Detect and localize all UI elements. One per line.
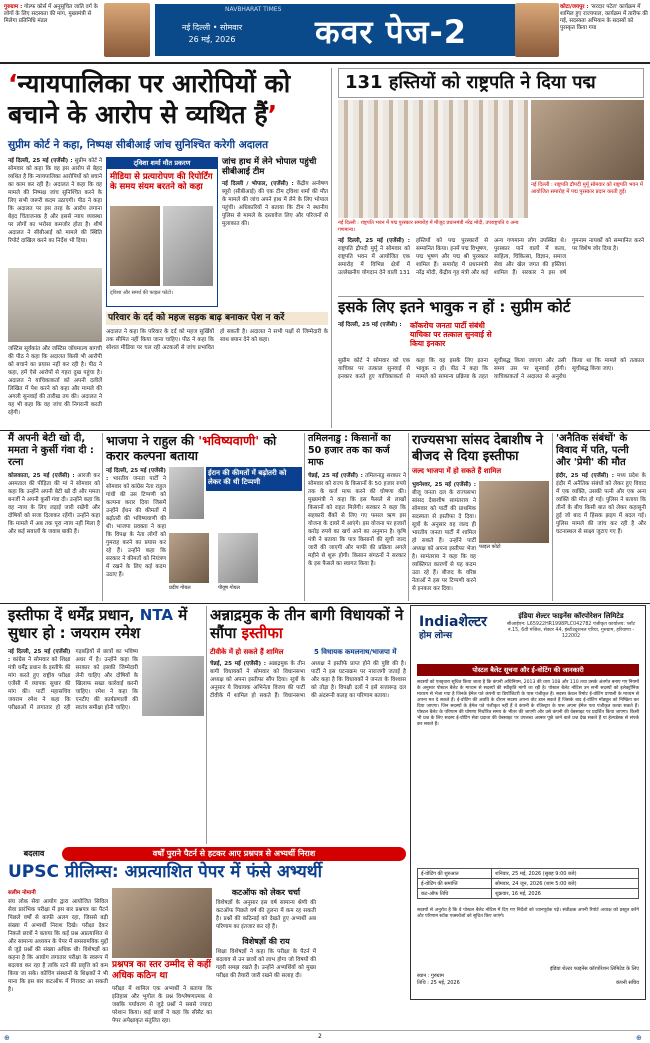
pradhan-headline — [8, 606, 204, 642]
tamil-story — [308, 433, 406, 601]
lead-body-col1 — [8, 157, 102, 267]
rahul-headline-part2: को करार कल्पना बताया — [106, 433, 277, 463]
anaitik-story — [556, 433, 646, 601]
bhavuk-dateline: नई दिल्ली, 25 मई (एजेंसी) : — [338, 322, 402, 328]
pradeep-photo — [169, 533, 209, 583]
upsc-col1 — [8, 888, 108, 1028]
lead-body: सुप्रीम कोर्ट ने सोमवार को कहा कि वह इस आरोप से बेहद व्यथित है कि न्यायपालिका आरोपियों को बचाने का काम कर रही है। अदालत ने कहा कि वह मामले की निष्पक्ष जांच सुनिश्चित करने के लिए सभी जरूरी कदम उठाएगी। पीठ ने कहा कि अदालत पर इस तरह के आरोप लगाना बेहद चिंताजनक है और इससे न्याय व्यवस्था पर लोगों का भरोसा कमजोर होता है। शीर्ष अदालत ने सीबीआई को मामले की स्थिति रिपोर्ट दाखिल करने का निर्देश भी दिया। — [8, 158, 102, 244]
ad-signatory: कंपनी सचिव — [616, 980, 639, 986]
header-left-brief — [4, 4, 102, 56]
registration-mark-icon: ⊕ — [636, 1034, 642, 1042]
bhavuk-subhead: कॉकरोच जनता पार्टी संबंधी याचिका पर तत्काल सुनवाई से किया इनकार — [410, 321, 492, 348]
piyush-photo — [218, 533, 258, 583]
newspaper-name: NAVBHARAT TIMES — [225, 6, 282, 13]
debashish-photo — [479, 481, 549, 543]
side-box-headline: मीडिया से प्रत्यारोपण की रिपोर्टिंग के समय संयम बरतने को कहा — [110, 172, 213, 192]
upsc-box-head: कटऑफ को लेकर चर्चा — [231, 888, 301, 897]
rahul-headline-part1: भाजपा ने राहुल की — [106, 433, 194, 448]
anna-headline-part1: अन्नाद्रमुक के तीन बागी विधायकों ने सौंपा — [210, 606, 404, 642]
ad-logo-sub: होम लोन्स — [419, 631, 453, 641]
pradhan-headline-part1: इस्तीफा दें धर्मेंद्र प्रधान, — [8, 606, 135, 624]
debashish-caption: फाइल फोटो — [479, 544, 501, 550]
pradhan-headline-part3: में सुधार हो : जयराम रमेश — [8, 606, 188, 642]
ad-sign-company: इंडिया शेल्टर फाइनेंस कॉरपोरेशन लिमिटेड के लिए — [549, 966, 639, 972]
rahul-subhead: ईरान की कीमतों में बढ़ोतरी को लेकर की थी टिप्पणी — [206, 467, 302, 491]
bhavuk-headline: इसके लिए इतने भावुक न हों : सुप्रीम कोर्ट — [338, 298, 571, 316]
debashish-story — [412, 433, 550, 601]
table-row: ई-वोटिंग की समाप्ति सोमवार, 24 जून, 2026 (शाम 5:00 बजे) — [418, 879, 639, 889]
header-right-brief-label: कोटा/जयपुर : — [560, 4, 589, 10]
cbi-dateline: नई दिल्ली / भोपाल, (एजेंसी) : — [222, 181, 294, 187]
anaitik-dateline: इंदौर, 25 मई (एजेंसी) : — [556, 473, 614, 479]
upsc-byline: सलीम नोमानी — [8, 890, 36, 896]
padma-photo-ceremony — [338, 100, 528, 218]
ad-address: सीआईएन: L65922HR1998PLC042782 पंजीकृत कार्यालय: प्लॉट नं.15, 6वीं मंजिल, सेक्टर 44, इंस्टीट्यूशनल एरिया, गुरुग्राम, हरियाणा - 122002 — [506, 622, 636, 639]
ad-notice-head: पोस्टल बैलेट सूचना और ई-वोटिंग की जानकारी — [417, 664, 639, 676]
anna-headline — [210, 606, 406, 642]
anaitik-body: मध्य प्रदेश के इंदौर में अनैतिक संबंधों को लेकर हुए विवाद में एक व्यक्ति, उसकी पत्नी और एक अन्य व्यक्ति की मौत हो गई। पुलिस ने बताया कि तीनों के बीच किसी बात को लेकर कहासुनी हुई जो बाद में हिंसक झड़प में बदल गई। पुलिस मामले की जांच कर रही है और घटनास्थल से साक्ष्य जुटाए गए हैं। — [556, 473, 646, 535]
page-number: 2 — [318, 1033, 322, 1040]
upsc-photo — [112, 888, 212, 958]
table-row: कट-ऑफ तिथि शुक्रवार, 16 मई, 2026 — [418, 889, 639, 899]
parivar-headline: परिवार के दर्द को महज सड़क बाढ़ बनाकर पेश न करें — [106, 312, 328, 325]
anna-dateline: चेन्नई, 25 मई (एजेंसी) : — [210, 661, 266, 667]
upsc-body-2: परीक्षा में शामिल एक अभ्यर्थी ने बताया कि इतिहास और भूगोल के प्रश्न विश्लेषणात्मक थे जबकि पर्यावरण से जुड़े प्रश्नों ने सबसे ज्यादा परेशान किया। कई छात्रों ने कहा कि सीसैट का पेपर अपेक्षाकृत संतुलित रहा। — [112, 986, 212, 1024]
page-title: कवर पेज-2 — [315, 13, 468, 51]
mamta-story — [8, 433, 100, 601]
ad-notice: सदस्यों को एतद्द्वारा सूचित किया जाता है कि कंपनी अधिनियम, 2013 की धारा 108 और 110 तथा उसके अंतर्गत बनाए गए नियमों के अनुसार पोस्टल बैलेट के माध्यम से सदस्यों की स्वीकृति मांगी जा रही है। पोस्टल बैलेट नोटिस उन सभी सदस्यों को इलेक्ट्रॉनिक माध्यम से भेजा गया है जिनके ईमेल पते कंपनी या डिपॉजिटरी के पास पंजीकृत हैं। सदस्य केवल रिमोट ई-वोटिंग प्रणाली के माध्यम से अपना मत दे सकते हैं। ई-वोटिंग की अवधि के दौरान सदस्य अपना वोट डाल सकते हैं जिसके बाद ई-वोटिंग मॉड्यूल को निष्क्रिय कर दिया जाएगा। जिन सदस्यों के ईमेल पते पंजीकृत नहीं हैं वे कंपनी के रजिस्ट्रार के पास अपना ईमेल पता पंजीकृत करवा सकते हैं। पोस्टल बैलेट के परिणाम की घोषणा निर्धारित समय के भीतर की जाएगी और उसे कंपनी की वेबसाइट पर प्रदर्शित किया जाएगा। किसी भी प्रश्न के लिए सदस्य ई-वोटिंग सेवा प्रदाता की वेबसाइट पर उपलब्ध अक्सर पूछे जाने वाले प्रश्न देख सकते हैं या हेल्पडेस्क से संपर्क कर सकते हैं। — [417, 680, 639, 727]
padma-headline: 131 हस्तियों को राष्ट्रपति ने दिया पद्म — [345, 72, 596, 93]
ad-notice-2: सदस्यों से अनुरोध है कि वे पोस्टल बैलेट नोटिस में दिए गए निर्देशों को ध्यानपूर्वक पढ़ें। संवीक्षक अपनी रिपोर्ट अध्यक्ष को प्रस्तुत करेंगे और परिणाम स्टॉक एक्सचेंजों को सूचित किए जाएंगे। — [417, 908, 639, 919]
debashish-body: बीजू जनता दल के राज्यसभा सांसद देबाशीष सामंतराय ने सोमवार को पार्टी की प्राथमिक सदस्यता से इस्तीफा दे दिया। सूत्रों के अनुसार वह जल्द ही भारतीय जनता पार्टी में शामिल हो सकते हैं। उन्होंने पार्टी अध्यक्ष को अपना इस्तीफा भेजा है। सामंतराय ने कहा कि वह व्यक्तिगत कारणों से यह कदम उठा रहे हैं। बीजद के वरिष्ठ नेताओं ने इस पर टिप्पणी करने से इनकार कर दिया। — [412, 490, 476, 592]
ad-company: इंडिया शेल्टर फाइनेंस कॉरपोरेशन लिमिटेड — [518, 612, 624, 620]
lead-quote-open-icon: ‘ — [8, 69, 18, 98]
ad-footer — [417, 966, 639, 987]
cbi-story — [222, 157, 328, 312]
tamil-body: तमिलनाडु सरकार ने सोमवार को राज्य के किसानों के 50 हजार रुपये तक के कर्ज माफ करने की घोषणा की। मुख्यमंत्री ने कहा कि इस फैसले से लाखों किसानों को राहत मिलेगी। सरकार ने कहा कि सहकारी बैंकों से लिए गए फसल ऋण इस योजना के दायरे में आएंगे। इस योजना पर हजारों करोड़ रुपये का खर्च आने का अनुमान है। कृषि मंत्री ने बताया कि पात्र किसानों की सूची जल्द जारी की जाएगी और माफी की प्रक्रिया अगले महीने से शुरू होगी। किसान संगठनों ने सरकार के इस फैसले का स्वागत किया है। — [308, 473, 406, 567]
table-row: ई-वोटिंग की शुरुआत शनिवार, 25 मई, 2026 (सुबह 9:00 बजे) — [418, 869, 639, 879]
bhavuk-story — [338, 321, 644, 426]
registration-mark-icon: ⊕ — [4, 1034, 10, 1042]
rahul-story — [106, 433, 302, 601]
lead-quote-close-icon: ’ — [267, 100, 278, 129]
tamil-headline: तमिलनाडु : किसानों का 50 हजार तक का कर्ज माफ — [308, 433, 391, 468]
pradhan-headline-part2: NTA — [139, 606, 174, 624]
upsc-col4 — [320, 888, 406, 1028]
header-right-brief-text: 'सरदार पटेल' कार्यक्रम में शामिल हुए राज्यपाल, कार्यक्रम में तारीफ की गई, सदस्यता अभियान के सदस्यों को पुरस्कृत किया गया — [560, 4, 648, 31]
side-box-photo-right — [163, 206, 213, 286]
header-right-brief — [560, 4, 648, 56]
padma-photo-award — [531, 100, 644, 180]
pradhan-story — [8, 606, 204, 844]
anna-body: अन्नाद्रमुक के तीन बागी विधायकों ने सोमवार को विधानसभा अध्यक्ष को अपना इस्तीफा सौंप दिया। सूत्रों के अनुसार ये विधायक अभिनेता विजय की पार्टी टीवीके में शामिल हो सकते हैं। विधानसभा अध्यक्ष ने इस्तीफे प्राप्त होने की पुष्टि की है। पार्टी ने इस घटनाक्रम पर नाराजगी जताई है और कहा है कि विधायकों ने जनता के विश्वास को तोड़ा है। विपक्षी दलों ने इसे सत्तारूढ़ दल की अंदरूनी कलह का परिणाम बताया। — [210, 661, 406, 699]
cbi-body: केंद्रीय अन्वेषण ब्यूरो (सीबीआई) की एक टीम ट्विशा शर्मा की मौत के मामले की जांच अपने हाथ में लेने के लिए भोपाल पहुंची। अधिकारियों ने बताया कि टीम ने स्थानीय पुलिस से मामले के दस्तावेज लिए और परिजनों से मुलाकात की। — [222, 181, 328, 227]
banner-tag: बदलाव — [23, 849, 45, 858]
padma-caption-2: नई दिल्ली : राष्ट्रपति भवन में पद्म पुरस्कार समारोह में मौजूद प्रधानमंत्री नरेंद्र मोदी, उपराष्ट्रपति व अन्य गणमान्य। — [338, 220, 519, 233]
jairam-photo — [142, 656, 204, 716]
upsc-expert-body: शिक्षा विशेषज्ञों ने कहा कि परीक्षा के पैटर्न में बदलाव से उन छात्रों को लाभ होगा जो विषयों की गहरी समझ रखते हैं। उन्होंने अभ्यर्थियों को मुख्य परीक्षा की तैयारी जारी रखने की सलाह दी। — [216, 949, 316, 980]
lead-dateline: नई दिल्ली, 25 मई (एजेंसी) : — [8, 158, 73, 164]
debashish-dateline: भुवनेश्वर, 25 मई (एजेंसी) : — [412, 482, 476, 488]
parivar-body: अदालत ने कहा कि परिवार के दर्द को महज सुर्खियों तक सीमित नहीं किया जाना चाहिए। पीठ ने कहा कि सोशल मीडिया पर चल रही अटकलों से जांच प्रभावित हो सकती है। अदालत ने सभी पक्षों से जिम्मेदारी के साथ बयान देने को कहा। — [106, 329, 328, 351]
upsc-cutoff-box — [216, 888, 316, 1028]
divider — [331, 68, 332, 428]
bhavuk-body: सुप्रीम कोर्ट ने सोमवार को एक याचिका पर तत्काल सुनवाई से इनकार करते हुए याचिकाकर्ता से कहा कि वह इसके लिए इतना भावुक न हो। पीठ ने कहा कि मामले को सामान्य प्रक्रिया के तहत सूचीबद्ध किया जाएगा और उसी समय उस पर सुनवाई होगी। याचिकाकर्ता ने अदालत से अनुरोध किया था कि मामले को तत्काल सूचीबद्ध किया जाए। — [338, 358, 644, 380]
mamta-headline: मैं अपनी बेटी खो दी, ममता ने कुर्सी गंवा दी : रत्ना — [8, 433, 94, 468]
upsc-headline: UPSC प्रीलिम्स: अप्रत्याशित पेपर में फंसे अभ्यर्थी — [8, 862, 323, 882]
cbi-headline: जांच हाथ में लेने भोपाल पहुंची सीबीआई टीम — [222, 157, 317, 177]
anna-subhead-right: 5 विधायक कमलनाथ/भाजपा में — [314, 648, 397, 656]
issue-date-line2: 26 मई, 2026 — [188, 35, 236, 44]
page-title-band — [155, 4, 515, 56]
page-footer — [0, 1030, 650, 1043]
side-box — [106, 157, 218, 307]
lead-headline — [8, 68, 330, 134]
header-left-brief-text: गोल्फ कोर्स में अनुसूचित जाति वर्ग के लोगों के लिए सदस्यता की मांग, मुख्यमंत्री से मिलेगा प्रतिनिधि मंडल — [4, 4, 98, 24]
rahul-body-col2 — [262, 495, 302, 595]
rahul-body: भारतीय जनता पार्टी ने सोमवार को कांग्रेस नेता राहुल गांधी की उस टिप्पणी को कल्पना करार दिया जिसमें उन्होंने ईंधन की कीमतों में बढ़ोतरी की भविष्यवाणी की थी। भाजपा प्रवक्ता ने कहा कि विपक्ष के नेता लोगों को गुमराह करने का प्रयास कर रहे हैं। उन्होंने कहा कि सरकार ने कीमतों को नियंत्रण में रखने के लिए कई कदम उठाए हैं। — [106, 476, 166, 578]
ad-date: तिथि : 25 मई, 2026 — [417, 980, 460, 986]
advertisement — [410, 605, 646, 1000]
header-photo-right — [515, 3, 559, 57]
anna-subhead-left: टीवीके में हो सकते हैं शामिल — [210, 648, 284, 656]
padma-dateline: नई दिल्ली, 25 मई (एजेंसी) : — [338, 238, 410, 244]
side-box-label: ट्विशा शर्मा मौत प्रकरण — [107, 158, 217, 169]
mamta-body: आरजी कर अस्पताल की पीड़िता की मां ने सोमवार को कहा कि उन्होंने अपनी बेटी खो दी और ममता बनर्जी ने अपनी कुर्सी गंवा दी। उन्होंने कहा कि वह न्याय के लिए लड़ाई जारी रखेंगी और दोषियों को सजा दिलाकर रहेंगी। उन्होंने कहा कि मामले में अब तक पूरा न्याय नहीं मिला है और कई सवालों के जवाब बाकी हैं। — [8, 473, 100, 535]
padma-caption-1: नई दिल्ली : राष्ट्रपति द्रौपदी मुर्मू सोमवार को राष्ट्रपति भवन में आयोजित समारोह में पद्म पुरस्कार प्रदान करती हुईं। — [531, 182, 643, 195]
supreme-court-photo — [8, 268, 102, 342]
ad-logo: Indiaशेल्टर — [419, 614, 487, 630]
ad-place: स्थान : गुरुग्राम — [417, 973, 444, 979]
upsc-body: संघ लोक सेवा आयोग द्वारा आयोजित सिविल सेवा प्रारंभिक परीक्षा में इस बार प्रश्नपत्र का पैटर्न पिछले वर्षों से काफी अलग रहा, जिससे बड़ी संख्या में अभ्यर्थी निराश दिखे। परीक्षा देकर निकले छात्रों ने बताया कि कई प्रश्न अप्रत्याशित थे और सामान्य अध्ययन के पेपर में समसामयिक मुद्दों से जुड़े प्रश्नों की संख्या अधिक थी। विशेषज्ञों का कहना है कि आयोग लगातार परीक्षा के स्वरूप में बदलाव कर रहा है ताकि रटने की प्रवृत्ति को कम किया जा सके। कोचिंग संस्थानों के शिक्षकों ने भी माना कि इस बार कटऑफ में गिरावट आ सकती है। — [8, 899, 108, 993]
header-left-brief-label: गुरुग्राम : — [4, 4, 23, 10]
padma-body — [338, 237, 644, 293]
tamil-dateline: चेन्नई, 25 मई (एजेंसी) : — [308, 473, 363, 479]
debashish-subhead: जल्द भाजपा में हो सकते हैं शामिल — [412, 467, 502, 475]
header-photo-left — [104, 3, 150, 57]
banner-text: वर्षों पुराने पैटर्न से हटकर आए प्रश्नपत्र से अभ्यर्थी निराश — [62, 847, 406, 861]
anaitik-headline: 'अनैतिक संबंधों' के विवाद में पति, पत्नी और 'प्रेमी' की मौत — [556, 433, 629, 468]
upsc-quote: प्रश्नपत्र का स्तर उम्मीद से कहीं अधिक कठिन था — [112, 960, 212, 981]
pradeep-caption: प्रदीप गोयल — [169, 585, 191, 591]
rahul-headline-quote: 'भविष्यवाणी' — [198, 433, 260, 448]
pradhan-body: कांग्रेस ने सोमवार को शिक्षा मंत्री धर्मेंद्र प्रधान के इस्तीफे की मांग करते हुए राष्ट्रीय परीक्षा एजेंसी में व्यापक सुधार की मांग की। पार्टी महासचिव जयराम रमेश ने कहा कि परीक्षाओं में लगातार हो रही गड़बड़ियों से छात्रों का भविष्य अधर में है। उन्होंने कहा कि सरकार को इसकी जिम्मेदारी लेनी चाहिए और दोषियों के खिलाफ सख्त कार्रवाई करनी चाहिए। रमेश ने कहा कि एनटीए की कार्यप्रणाली की स्वतंत्र समीक्षा होनी चाहिए। — [8, 649, 138, 711]
upsc-quote-box — [112, 960, 212, 1028]
piyush-caption: पीयूष गोयल — [218, 585, 240, 591]
ad-table — [417, 868, 639, 899]
anna-headline-part2: इस्तीफा — [241, 624, 283, 642]
rahul-photo — [169, 467, 204, 519]
issue-date — [167, 22, 257, 46]
upsc-expert-head: विशेषज्ञों की राय — [242, 937, 290, 947]
header-rule — [0, 62, 650, 64]
anna-story — [210, 606, 406, 844]
side-box-photo-left — [110, 206, 160, 286]
pradhan-dateline: नई दिल्ली, 25 मई (एजेंसी) : — [8, 649, 71, 663]
lead-body-col1b: जस्टिस सूर्यकांत और जस्टिस जॉयमाल्य बागची की पीठ ने कहा कि अदालत किसी भी आरोपी को बचाने का प्रयास नहीं कर रही है। पीठ ने कहा, हमें ऐसे आरोपों से गहरा दुख पहुंचा है। अदालत ने याचिकाकर्ता को अपनी दलीलें लिखित में पेश करने को कहा और मामले की अगली सुनवाई की तारीख तय की। अदालत ने यह भी कहा कि वह जांच की निगरानी करती रहेगी। — [8, 346, 102, 416]
rahul-headline — [106, 433, 302, 463]
padma-body-text: राष्ट्रपति द्रौपदी मुर्मू ने सोमवार को राष्ट्रपति भवन में आयोजित एक समारोह में विभिन्न क्षेत्रों में उल्लेखनीय योगदान देने वाली 131 हस्तियों को पद्म पुरस्कारों से सम्मानित किया। इनमें पद्म विभूषण, पद्म भूषण और पद्म श्री पुरस्कार शामिल हैं। समारोह में प्रधानमंत्री नरेंद्र मोदी, केंद्रीय गृह मंत्री और कई अन्य गणमान्य लोग उपस्थित थे। पुरस्कार पाने वालों में कला, साहित्य, चिकित्सा, विज्ञान, समाज सेवा और खेल जगत की हस्तियां शामिल हैं। सरकार ने इस वर्ष गुमनाम नायकों को सम्मानित करने पर विशेष जोर दिया है। — [338, 238, 644, 276]
upsc-banner — [8, 847, 406, 861]
upsc-box-body: विशेषज्ञों के अनुसार इस वर्ष सामान्य श्रेणी की कटऑफ पिछले वर्ष की तुलना में कम रह सकती है। प्रश्नों की कठिनाई को देखते हुए अभ्यर्थी अब परिणाम का इंतजार कर रहे हैं। — [216, 900, 316, 931]
masthead — [0, 0, 650, 62]
debashish-headline: राज्यसभा सांसद देबाशीष ने बीजद से दिया इस्तीफा — [412, 433, 544, 464]
issue-date-line1: नई दिल्ली • सोमवार — [181, 23, 243, 32]
side-box-caption: ट्विशा और समर्थ की फाइल फोटो। — [110, 290, 173, 296]
lead-subhead: सुप्रीम कोर्ट ने कहा, निष्पक्ष सीबीआई जांच सुनिश्चित करेगी अदालत — [8, 139, 269, 151]
padma-headline-box — [338, 68, 644, 98]
mamta-dateline: कोलकाता, 25 मई (एजेंसी) : — [8, 473, 75, 479]
parivar-story — [106, 312, 328, 427]
lead-headline-text: न्यायपालिका पर आरोपियों को बचाने के आरोप से व्यथित हैं — [8, 69, 291, 129]
rahul-dateline: नई दिल्ली, 25 मई (एजेंसी) : — [106, 468, 166, 482]
